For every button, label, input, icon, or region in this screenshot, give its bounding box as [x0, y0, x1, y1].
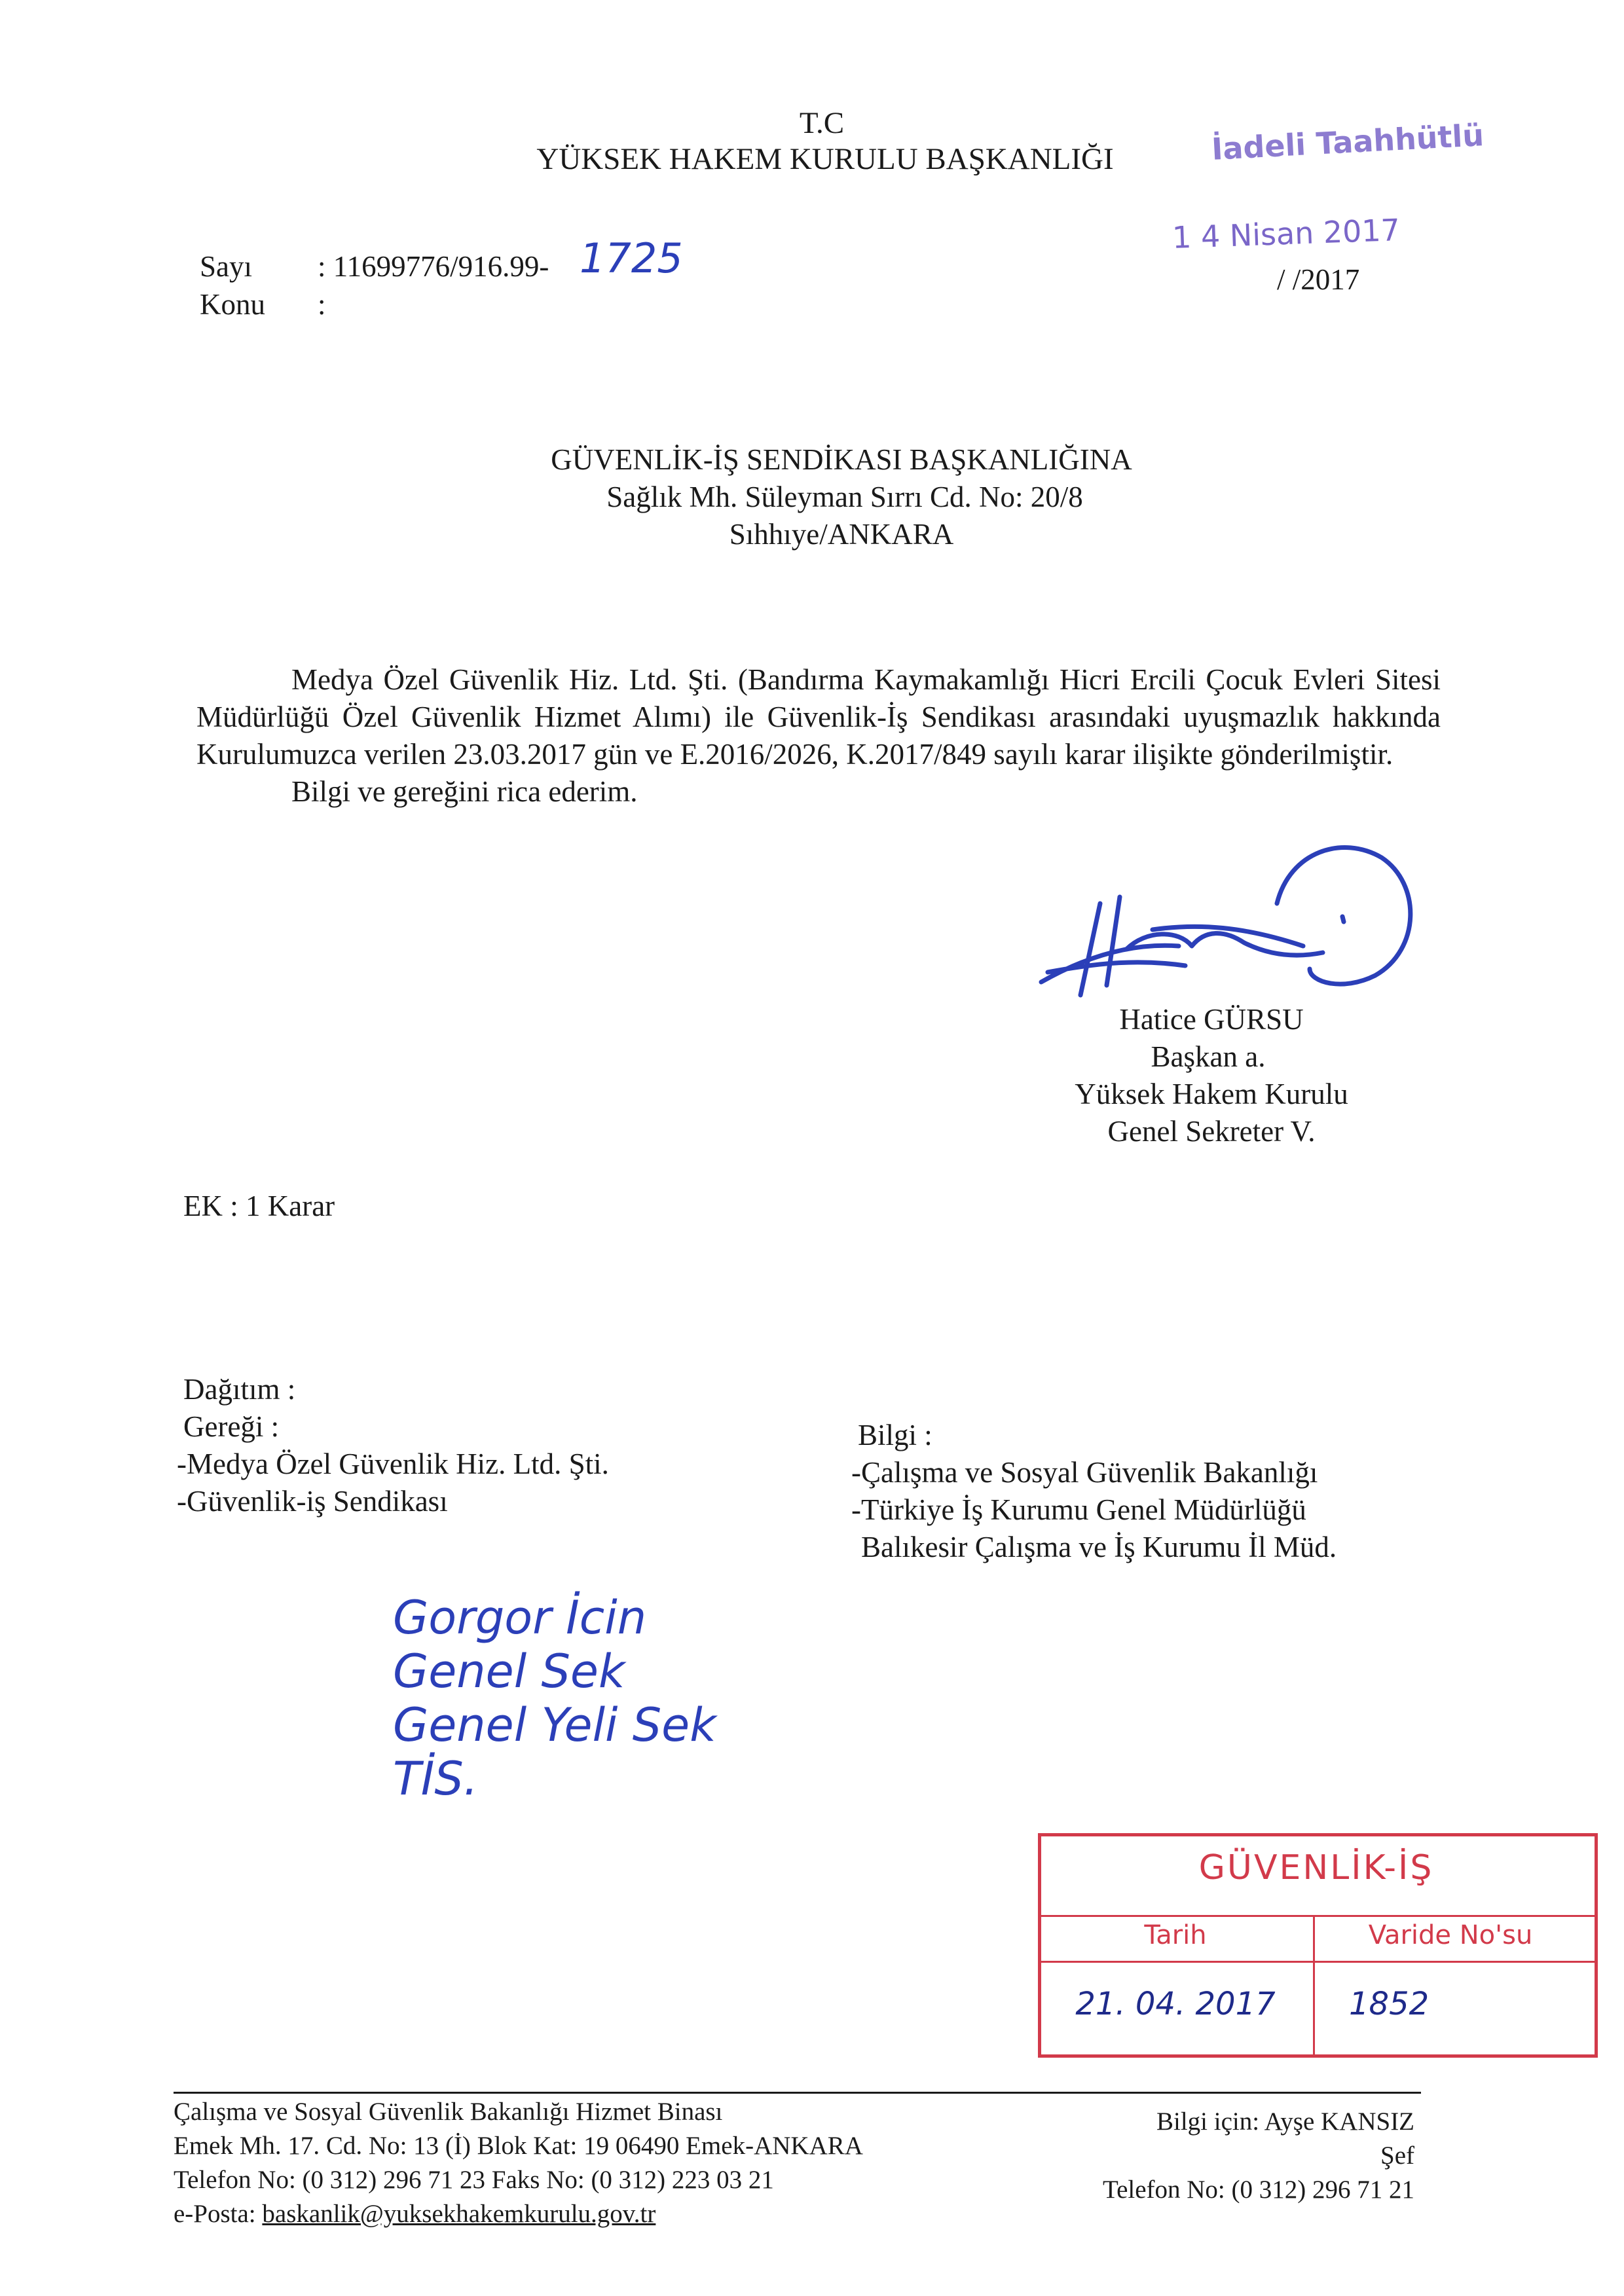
bilgi-label: Bilgi : [858, 1419, 932, 1451]
header-tc: T.C [799, 106, 845, 140]
registered-mail-stamp: İadeli Taahhütlü [1210, 117, 1485, 167]
konu-label: Konu [200, 288, 265, 321]
konu-value: : [318, 288, 326, 321]
body-paragraph-main: Medya Özel Güvenlik Hiz. Ltd. Şti. (Bandırma Kaymakamlığı Hicri Ercili Çocuk Evleri Sitesi Müdürlüğü Özel Güvenlik Hizmet Alımı) ile Güvenlik-İş Sendikası arasındaki uyuşmazlık hakkında Kurulumuzca verilen 23.03.2017 gün ve E.2016/2026, K.2017/849 sayılı karar ilişikte gönderilmiştir. [196, 663, 1441, 771]
footer-contact-title: Şef [1380, 2141, 1414, 2170]
bilgi-item: Balıkesir Çalışma ve İş Kurumu İl Müd. [861, 1531, 1337, 1563]
footer-address-line: Telefon No: (0 312) 296 71 23 Faks No: (0 312) 223 03 21 [174, 2166, 774, 2194]
signature-graphic [1028, 831, 1434, 1002]
footer-contact-phone: Telefon No: (0 312) 296 71 21 [1102, 2176, 1414, 2204]
sayi-value: : 11699776/916.99- [318, 250, 549, 283]
footer-email-line [174, 2197, 863, 2231]
date-stamp: 1 4 Nisan 2017 [1172, 211, 1401, 256]
body-paragraph-request: Bilgi ve gereğini rica ederim. [291, 775, 638, 808]
signatory-title-2: Yüksek Hakem Kurulu [1075, 1078, 1348, 1110]
bilgi-item: -Çalışma ve Sosyal Güvenlik Bakanlığı [851, 1456, 1318, 1489]
attachment-line: EK : 1 Karar [183, 1190, 335, 1222]
gereği-item: -Medya Özel Güvenlik Hiz. Ltd. Şti. [177, 1448, 609, 1480]
signatory-title-3: Genel Sekreter V. [1107, 1115, 1316, 1148]
stamp-number-value: 1852 [1349, 1986, 1430, 2022]
stamp-divider [1041, 1915, 1595, 1917]
stamp-date-label: Tarih [1144, 1920, 1207, 1950]
letter-body [196, 661, 1441, 811]
handwritten-line: Genel Sek [393, 1645, 625, 1698]
recipient-name: GÜVENLİK-İŞ SENDİKASI BAŞKANLIĞINA [551, 443, 1132, 476]
footer-contact [1103, 2105, 1414, 2207]
recipient-address-1: Sağlık Mh. Süleyman Sırrı Cd. No: 20/8 [606, 481, 1083, 513]
signatory-title-1: Başkan a. [1151, 1040, 1266, 1073]
footer-address [174, 2095, 863, 2231]
handwritten-line: Genel Yeli Sek [393, 1698, 716, 1752]
gereği-item: -Güvenlik-iş Sendikası [177, 1485, 448, 1518]
handwritten-line: TİS. [393, 1752, 479, 1806]
incoming-mail-stamp [1038, 1833, 1598, 2058]
footer-address-line: Emek Mh. 17. Cd. No: 13 (İ) Blok Kat: 19 06490 Emek-ANKARA [174, 2132, 863, 2160]
sayi-label: Sayı [200, 250, 253, 283]
gereği-label: Gereği : [183, 1410, 280, 1443]
bilgi-item: -Türkiye İş Kurumu Genel Müdürlüğü [851, 1493, 1306, 1526]
recipient-address-2: Sıhhıye/ANKARA [729, 518, 954, 551]
footer-rule [174, 2092, 1421, 2094]
stamp-date-value: 21. 04. 2017 [1075, 1986, 1276, 2022]
handwritten-routing-note [393, 1591, 716, 1806]
stamp-number-label: Varide No'su [1368, 1920, 1533, 1950]
document-date: / /2017 [1277, 263, 1360, 296]
handwritten-line: Gorgor İcin [393, 1591, 647, 1645]
signatory-name: Hatice GÜRSU [1119, 1003, 1304, 1036]
header-institution: YÜKSEK HAKEM KURULU BAŞKANLIĞI [536, 142, 1114, 176]
distribution-label: Dağıtım : [183, 1373, 296, 1406]
sayi-handwritten-number: 1725 [580, 234, 683, 282]
stamp-title: GÜVENLİK-İŞ [1198, 1848, 1434, 1887]
footer-address-line: Çalışma ve Sosyal Güvenlik Bakanlığı Hizmet Binası [174, 2098, 723, 2126]
footer-email-link[interactable]: baskanlik@yuksekhakemkurulu.gov.tr [262, 2200, 656, 2228]
stamp-divider [1313, 1915, 1315, 2054]
stamp-divider [1041, 1961, 1595, 1963]
footer-email-label: e-Posta: [174, 2200, 256, 2228]
footer-contact-person: Bilgi için: Ayşe KANSIZ [1156, 2107, 1414, 2136]
